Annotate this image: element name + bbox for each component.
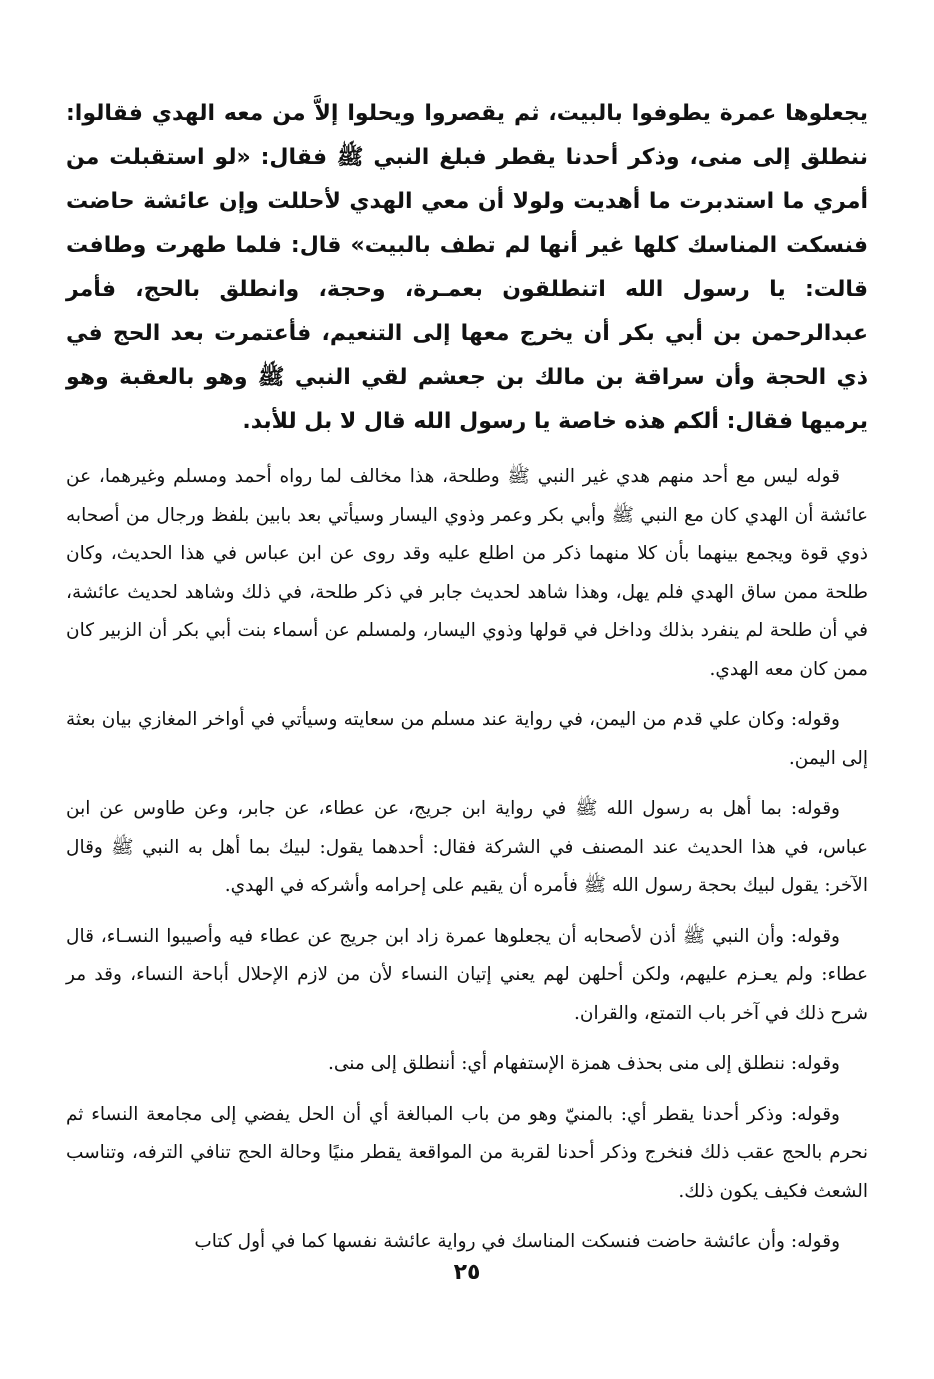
commentary-paragraph-1: قوله ليس مع أحد منهم هدي غير النبي ﷺ وطلحة، هذا مخالف لما رواه أحمد ومسلم وغيرهما، عن عائشة أن الهدي كان مع النبي ﷺ وأبي بكر وعمر وذوي اليسار وسيأتي بعد بابين بلفظ ورجال من أصحابه ذوي قوة ويجمع بينهما بأن كلا منهما ذكر من اطلع عليه وقد روى عن ابن عباس في هذا الحديث، وكان طلحة ممن ساق الهدي فلم يهل، وهذا شاهد لحديث جابر في ذكر طلحة، في ذلك وشاهد لحديث عائشة، في أن طلحة لم ينفرد بذلك وداخل في قولها وذوي اليسار، ولمسلم عن أسماء بنت أبي بكر أن الزبير كان ممن كان معه الهدي.	[66, 466, 868, 680]
commentary-paragraph-2: وقوله: وكان علي قدم من اليمن، في رواية عند مسلم من سعايته وسيأتي في أواخر المغازي بيان بعثة إلى اليمن.	[66, 709, 868, 769]
commentary-paragraph-3: وقوله: بما أهل به رسول الله ﷺ في رواية ابن جريج، عن عطاء، عن جابر، وعن طاوس عن ابن عباس، في هذا الحديث عند المصنف في الشركة فقال: أحدهما يقول: لبيك بما أهل به النبي ﷺ وقال الآخر: يقول لبيك بحجة رسول الله ﷺ فأمره أن يقيم على إحرامه وأشركه في الهدي.	[66, 798, 868, 896]
page-number: ٢٥	[453, 1260, 481, 1285]
commentary-paragraph-5: وقوله: ننطلق إلى منى بحذف همزة الإستفهام أي: أننطلق إلى منى.	[327, 1053, 840, 1074]
commentary-paragraph-7: وقوله: وأن عائشة حاضت فنسكت المناسك في رواية عائشة نفسها كما في أول كتاب	[194, 1231, 840, 1252]
commentary-paragraph-4: وقوله: وأن النبي ﷺ أذن لأصحابه أن يجعلوها عمرة زاد ابن جريج عن عطاء فيه وأصيبوا النسـاء، قال عطاء: ولم يعـزم عليهم، ولكن أحلهن لهم يعني إتيان النساء لأن من لازم الإحلال أباحة النساء، وقد مر شرح ذلك في آخر باب التمتع، والقران.	[66, 925, 868, 1024]
commentary-paragraph-6: وقوله: وذكر أحدنا يقطر أي: بالمنيّ وهو من باب المبالغة أي أن الحل يفضي إلى مجامعة النساء ثم نحرم بالحج عقب ذلك فنخرج وذكر أحدنا لقربة من المواقعة يقطر منيًا وحالة الحج تنافي الترفه، وتناسب الشعث فكيف يكون ذلك.	[66, 1103, 868, 1202]
page-body	[66, 92, 868, 1259]
lead-paragraph: يجعلوها عمرة يطوفوا بالبيت، ثم يقصروا ويحلوا إلاَّ من معه الهدي فقالوا: ننطلق إلى منى، وذكر أحدنا يقطر فبلغ النبي ﷺ فقال: «لو استقبلت من أمري ما استدبرت ما أهديت ولولا أن معي الهدي لأحللت وإن عائشة حاضت فنسكت المناسك كلها غير أنها لم تطف بالبيت» قال: فلما طهرت وطافت قالت: يا رسول الله اتنطلقون بعمـرة، وحجة، وانطلق بالحج، فأمر عبدالرحمن بن أبي بكر أن يخرج معها إلى التنعيم، فأعتمرت بعد الحج في ذي الحجة وأن سراقة بن مالك بن جعشم لقي النبي ﷺ وهو بالعقبة وهو يرميها فقال: ألكم هذه خاصة يا رسول الله قال لا بل للأبد.	[66, 101, 868, 434]
